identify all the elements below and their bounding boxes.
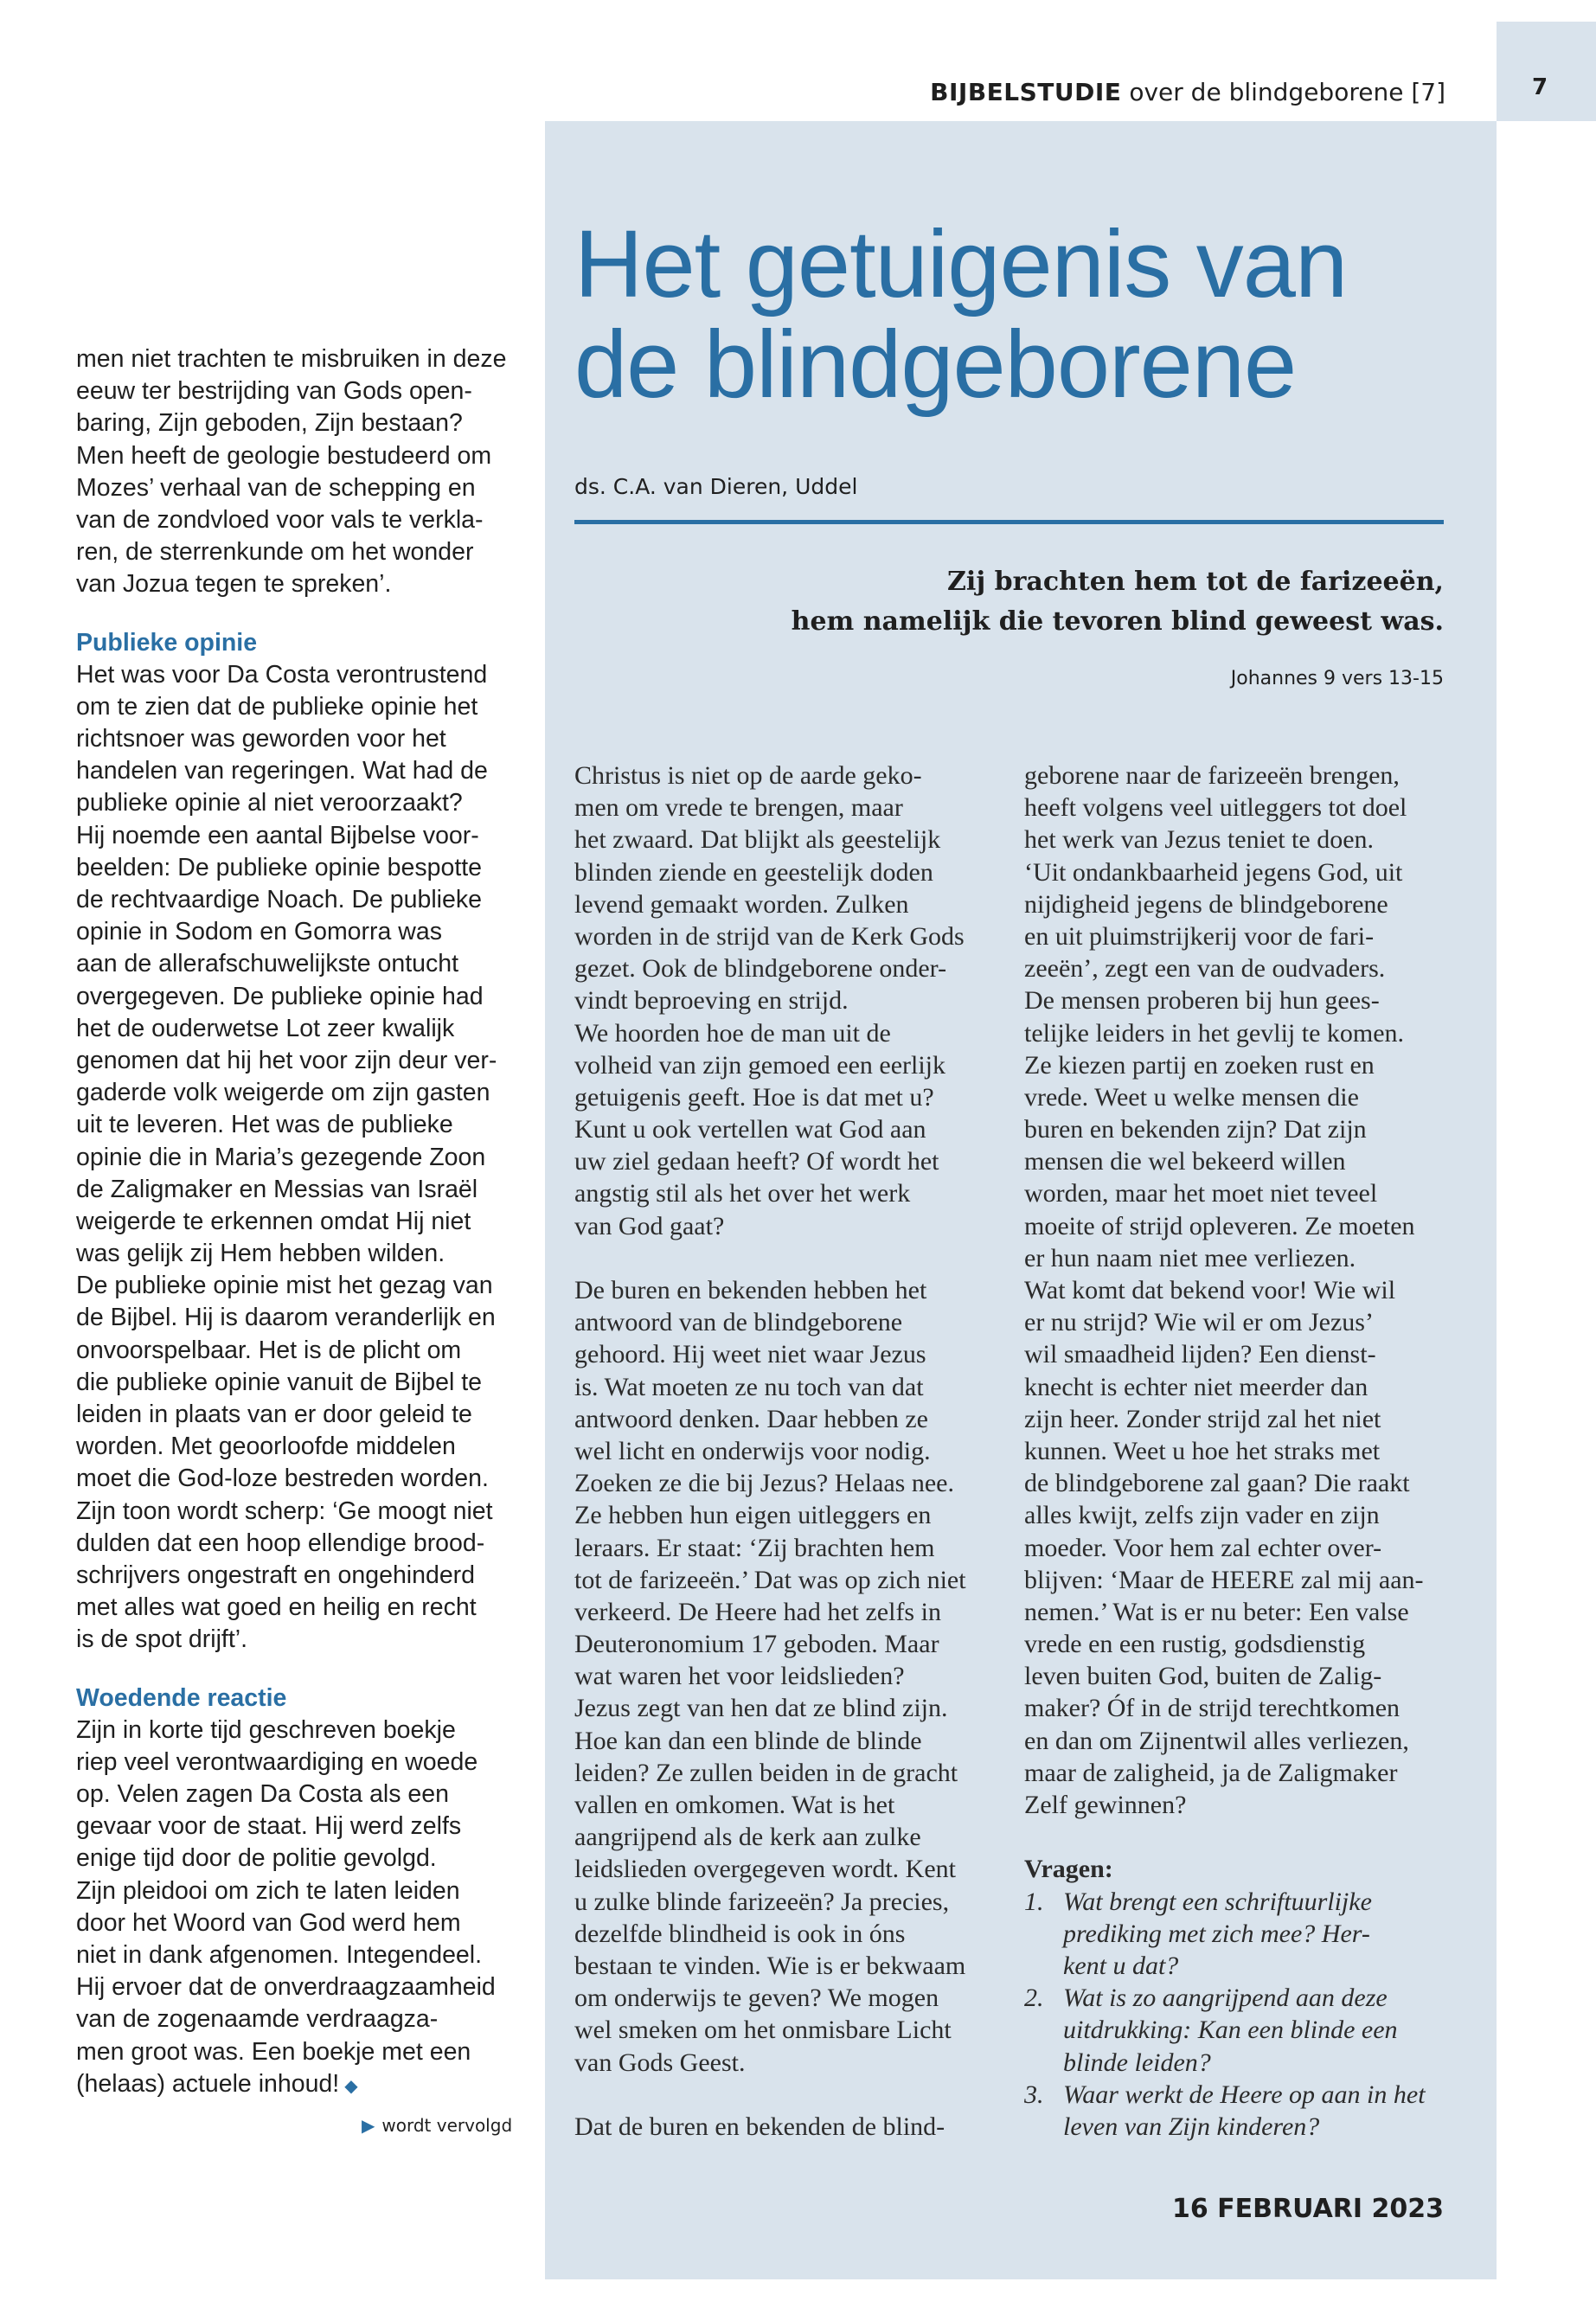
text-line: men om vrede te brengen, maar [574, 793, 903, 823]
text-line: die publieke opinie vanuit de Bijbel te [76, 1368, 482, 1396]
text-line: eeuw ter bestrijding van Gods open- [76, 377, 472, 406]
article-title [574, 211, 1491, 418]
question-text: Wat is zo aangrijpend aan deze [1063, 1984, 1388, 2013]
text-line: Zoeken ze die bij Jezus? Helaas nee. [574, 1469, 954, 1498]
text-line: Ze kiezen partij en zoeken rust en [1024, 1050, 1375, 1080]
question-line [1024, 2014, 1457, 2046]
text-line: Deuteronomium 17 geboden. Maar [574, 1630, 939, 1659]
text-line: kunnen. Weet u hoe het straks met [1024, 1436, 1381, 1465]
text-line: het de ouderwetse Lot zeer kwalijk [76, 1014, 455, 1042]
right-paragraph-1 [1024, 760, 1457, 1821]
text-line: antwoord denken. Daar hebben ze [574, 1404, 928, 1433]
text-line: leven buiten God, buiten de Zalig- [1024, 1662, 1382, 1691]
text-line: gevaar voor de staat. Hij werd zelfs [76, 1812, 462, 1841]
text-line: men niet trachten te misbruiken in deze [76, 345, 507, 373]
question-line [1024, 2047, 1457, 2079]
text-line: volheid van zijn gemoed een eerlijk [574, 1050, 946, 1080]
text-line: de blindgeborene zal gaan? Die raakt [1024, 1469, 1410, 1498]
text-line: is. Wat moeten ze nu toch van dat [574, 1372, 924, 1401]
text-line [76, 2068, 509, 2100]
author-byline: ds. C.A. van Dieren, Uddel [574, 474, 858, 499]
text-line: We hoorden hoe de man uit de [574, 1018, 891, 1048]
text-line: worden in de strijd van de Kerk Gods [574, 921, 965, 951]
title-line-1: Het getuigenis van [574, 211, 1348, 317]
text-line: opinie in Sodom en Gomorra was [76, 918, 442, 946]
text-line: riep veel verontwaardiging en woede [76, 1747, 478, 1776]
quote-line-2: hem namelijk die tevoren blind geweest was. [791, 606, 1444, 637]
text-line: wel licht en onderwijs voor nodig. [574, 1436, 931, 1465]
text-line: overgegeven. De publieke opinie had [76, 982, 484, 1010]
text-line: het zwaard. Dat blijkt als geestelijk [574, 825, 941, 855]
text-line: leiden in plaats van er door geleid te [76, 1400, 472, 1428]
text-line: onvoorspelbaar. Het is de plicht om [76, 1336, 462, 1364]
text-line: van Gods Geest. [574, 2048, 746, 2077]
text-line: mensen die wel bekeerd willen [1024, 1147, 1346, 1176]
title-line-2: de blindgeborene [574, 311, 1297, 418]
text-line: niet in dank afgenomen. Integendeel. [76, 1941, 483, 1969]
text-line: van de zogenaamde verdraagza- [76, 2005, 439, 2034]
text-line: is de spot drijft’. [76, 1625, 247, 1654]
text-line: was gelijk zij Hem hebben wilden. [76, 1240, 445, 1268]
text-line: Zijn toon wordt scherp: ‘Ge moogt niet [76, 1497, 493, 1525]
text-line: angstig stil als het over het werk [574, 1179, 911, 1208]
text-line: Hij ervoer dat de onverdraagzaamheid [76, 1973, 496, 2002]
text-line: alles kwijt, zelfs zijn vader en zijn [1024, 1501, 1380, 1530]
middle-paragraph-2 [574, 1274, 990, 2079]
subheading-woedende-reactie: Woedende reactie [76, 1683, 287, 1712]
left-column [76, 343, 509, 2100]
running-header [930, 78, 1445, 107]
text-line: geborene naar de farizeeën brengen, [1024, 761, 1400, 790]
text-line: u zulke blinde farizeeën? Ja precies, [574, 1887, 950, 1916]
issue-date: 16 FEBRUARI 2023 [1171, 2194, 1444, 2224]
left-section-2 [76, 1715, 509, 2100]
question-line [1024, 2111, 1457, 2143]
text-line: richtsnoer was geworden voor het [76, 725, 446, 753]
text-line: Jezus zegt van hen dat ze blind zijn. [574, 1694, 948, 1723]
text-line: vallen en omkomen. Wat is het [574, 1791, 895, 1819]
text-line: er nu strijd? Wie wil er om Jezus’ [1024, 1308, 1374, 1337]
text-line: aangrijpend als de kerk aan zulke [574, 1823, 921, 1852]
text-line: knecht is echter niet meerder dan [1024, 1372, 1368, 1401]
diamond-end-icon: ◆ [344, 2076, 358, 2096]
text-line: moeder. Voor hem zal echter over- [1024, 1533, 1382, 1562]
text-line: uit te leveren. Het was de publieke [76, 1111, 453, 1139]
text-line: moet die God-loze bestreden worden. [76, 1465, 489, 1493]
page-number: 7 [1531, 74, 1548, 100]
middle-column [574, 760, 990, 2143]
question-text: uitdrukking: Kan een blinde een [1063, 2016, 1398, 2045]
text-line: op. Velen zagen Da Costa als een [76, 1780, 449, 1809]
continued-label: wordt vervolgd [381, 2115, 513, 2136]
question-text: Waar werkt de Heere op aan in het [1063, 2080, 1426, 2109]
text-line: zeeën’, zegt een van de oudvaders. [1024, 954, 1386, 984]
text-line: gezet. Ook de blindgeborene onder- [574, 954, 947, 984]
text-line: De publieke opinie mist het gezag van [76, 1272, 493, 1300]
text-line: opinie die in Maria’s gezegende Zoon [76, 1143, 486, 1171]
text-line: de Bijbel. Hij is daarom veranderlijk en [76, 1304, 496, 1332]
text-line: Mozes’ verhaal van de schepping en [76, 473, 476, 502]
question-text: Wat brengt een schriftuurlijke [1063, 1887, 1372, 1916]
question-line [1024, 2079, 1457, 2111]
text-line: antwoord van de blindgeborene [574, 1308, 903, 1337]
text-line: De mensen proberen bij hun gees- [1024, 986, 1380, 1016]
question-line [1024, 1982, 1457, 2014]
questions-heading: Vragen: [1024, 1855, 1113, 1884]
text-line: maar de zaligheid, ja de Zaligmaker [1024, 1758, 1398, 1787]
text-line: baring, Zijn geboden, Zijn bestaan? [76, 409, 463, 438]
questions-list [1024, 1886, 1457, 2144]
text-line: zijn heer. Zonder strijd zal het niet [1024, 1404, 1381, 1433]
text-line: de rechtvaardige Noach. De publieke [76, 886, 482, 913]
text-line: Christus is niet op de aarde geko- [574, 761, 922, 790]
text-line: vindt beproeving en strijd. [574, 986, 849, 1016]
text-line: Hoe kan dan een blinde de blinde [574, 1726, 922, 1755]
text-line: getuigenis geeft. Hoe is dat met u? [574, 1082, 934, 1112]
middle-paragraph-1 [574, 760, 990, 1242]
text-line: leiden? Ze zullen beiden in de gracht [574, 1758, 958, 1787]
text-line: Wat komt dat bekend voor! Wie wil [1024, 1276, 1396, 1304]
question-number: 3. [1024, 2080, 1044, 2109]
question-line [1024, 1918, 1457, 1950]
text-line: bestaan te vinden. Wie is er bekwaam [574, 1951, 966, 1980]
text-line: leidslieden overgegeven wordt. Kent [574, 1855, 956, 1884]
question-text: kent u dat? [1063, 1951, 1179, 1980]
text-line: Men heeft de geologie bestudeerd om [76, 441, 492, 470]
text-line: publieke opinie al niet veroorzaakt? [76, 789, 463, 817]
subheading-publieke-opinie: Publieke opinie [76, 628, 258, 657]
text-line: ren, de sterrenkunde om het wonder [76, 538, 474, 567]
text-line: dezelfde blindheid is ook in óns [574, 1919, 906, 1948]
section-label: BIJBELSTUDIE [930, 78, 1122, 106]
continued-note [362, 2113, 512, 2138]
text-line-content: (helaas) actuele inhoud! [76, 2069, 340, 2098]
right-column [1024, 760, 1457, 2143]
text-line: uw ziel gedaan heeft? Of wordt het [574, 1147, 939, 1176]
text-line: blijven: ‘Maar de HEERE zal mij aan- [1024, 1565, 1424, 1594]
text-line: dulden dat een hoop ellendige brood- [76, 1529, 485, 1557]
text-line: blinden ziende en geestelijk doden [574, 857, 933, 887]
text-line: Zijn in korte tijd geschreven boekje [76, 1715, 456, 1744]
text-line: gehoord. Hij weet niet waar Jezus [574, 1340, 926, 1369]
middle-paragraph-3 [574, 2111, 990, 2143]
left-section-1 [76, 659, 509, 1657]
text-line: nemen.’ Wat is er nu beter: Een valse [1024, 1597, 1409, 1626]
text-line: men groot was. Een boekje met een [76, 2037, 471, 2066]
text-line: handelen van regeringen. Wat had de [76, 757, 488, 785]
text-line: om te zien dat de publieke opinie het [76, 692, 478, 721]
text-line: ‘Uit ondankbaarheid jegens God, uit [1024, 857, 1403, 887]
text-line: vrede. Weet u welke mensen die [1024, 1082, 1359, 1112]
text-line: vrede en een rustig, godsdienstig [1024, 1630, 1366, 1659]
text-line: telijke leiders in het gevlij te komen. [1024, 1018, 1405, 1048]
text-line: worden. Met geoorloofde middelen [76, 1433, 456, 1461]
question-line [1024, 1886, 1457, 1918]
text-line: beelden: De publieke opinie bespotte [76, 853, 483, 881]
text-line: van God gaat? [574, 1211, 725, 1240]
series-subtitle: over de blindgeborene [7] [1129, 78, 1445, 106]
text-line: er hun naam niet mee verliezen. [1024, 1243, 1356, 1272]
scripture-quote [574, 562, 1444, 642]
quote-line-1: Zij brachten hem tot de farizeeën, [947, 567, 1444, 597]
question-text: prediking met zich mee? Her- [1063, 1919, 1370, 1948]
text-line: wat waren het voor leidslieden? [574, 1662, 905, 1691]
triangle-right-icon: ▶ [362, 2115, 375, 2136]
text-line: schrijvers ongestraft en ongehinderd [76, 1561, 476, 1589]
text-line: de Zaligmaker en Messias van Israël [76, 1175, 478, 1203]
text-line: Ze hebben hun eigen uitleggers en [574, 1501, 932, 1530]
text-line: Zelf gewinnen? [1024, 1791, 1187, 1819]
text-line: nijdigheid jegens de blindgeborene [1024, 889, 1388, 919]
text-line: De buren en bekenden hebben het [574, 1276, 927, 1304]
text-line: Hij noemde een aantal Bijbelse voor- [76, 821, 479, 849]
text-line: en uit pluimstrijkerij voor de fari- [1024, 921, 1375, 951]
text-line: door het Woord van God werd hem [76, 1908, 461, 1937]
text-line: weigerde te erkennen omdat Hij niet [76, 1207, 471, 1235]
text-line: van de zondvloed voor vals te verkla- [76, 505, 484, 534]
text-line: Kunt u ook vertellen wat God aan [574, 1115, 926, 1144]
text-line: van Jozua tegen te spreken’. [76, 570, 392, 599]
text-line: aan de allerafschuwelijkste ontucht [76, 950, 459, 978]
text-line: genomen dat hij het voor zijn deur ver- [76, 1046, 497, 1074]
text-line: Zijn pleidooi om zich te laten leiden [76, 1876, 460, 1905]
text-line: tot de farizeeën.’ Dat was op zich niet [574, 1565, 966, 1594]
text-line: om onderwijs te geven? We mogen [574, 1984, 939, 2013]
text-line: enige tijd door de politie gevolgd. [76, 1844, 437, 1873]
question-number: 2. [1024, 1984, 1044, 2013]
text-line: verkeerd. De Heere had het zelfs in [574, 1597, 941, 1626]
text-line: het werk van Jezus teniet te doen. [1024, 825, 1375, 855]
text-line: buren en bekenden zijn? Dat zijn [1024, 1115, 1367, 1144]
text-line: Dat de buren en bekenden de blind- [574, 2112, 945, 2141]
text-line: leraars. Er staat: ‘Zij brachten hem [574, 1533, 935, 1562]
text-line: Het was voor Da Costa verontrustend [76, 660, 488, 689]
text-line: maker? Óf in de strijd terechtkomen [1024, 1694, 1401, 1723]
text-line: moeite of strijd opleveren. Ze moeten [1024, 1211, 1415, 1240]
text-line: wil smaadheid lijden? Een dienst- [1024, 1340, 1376, 1369]
text-line: worden, maar het moet niet teveel [1024, 1179, 1378, 1208]
text-line: levend gemaakt worden. Zulken [574, 889, 909, 919]
text-line: met alles wat goed en heilig en recht [76, 1593, 477, 1622]
question-number: 1. [1024, 1887, 1044, 1916]
question-text: leven van Zijn kinderen? [1063, 2112, 1320, 2141]
text-line: heeft volgens veel uitleggers tot doel [1024, 793, 1407, 823]
title-divider [574, 520, 1444, 524]
text-line: gaderde volk weigerde om zijn gasten [76, 1079, 490, 1107]
scripture-reference: Johannes 9 vers 13-15 [1230, 668, 1444, 689]
question-text: blinde leiden? [1063, 2048, 1211, 2077]
text-line: en dan om Zijnentwil alles verliezen, [1024, 1726, 1409, 1755]
text-line: wel smeken om het onmisbare Licht [574, 2016, 952, 2045]
question-line [1024, 1950, 1457, 1982]
left-intro [76, 343, 509, 601]
